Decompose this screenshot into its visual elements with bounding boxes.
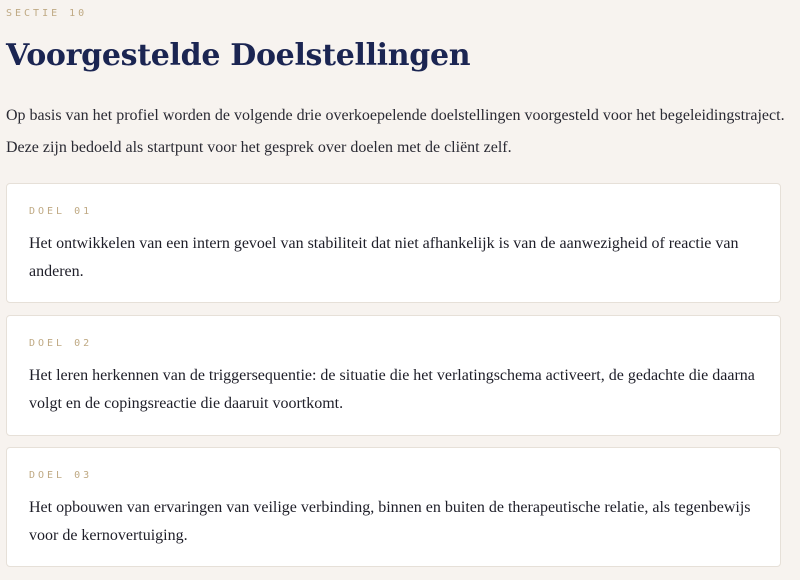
section-label: SECTIE 10 [6, 8, 88, 19]
goal-text: Het ontwikkelen van een intern gevoel van stabiliteit dat niet afhankelijk is van de aanwezigheid of reactie van anderen. [29, 235, 739, 280]
goal-card-02 [6, 315, 781, 436]
intro-paragraph: Op basis van het profiel worden de volgende drie overkoepelende doelstellingen voorgesteld voor het begeleidingstraject. Deze zijn bedoeld als startpunt voor het gesprek over doelen met de cliënt zelf. [6, 107, 785, 156]
goal-text: Het opbouwen van ervaringen van veilige verbinding, binnen en buiten de therapeutische relatie, als tegenbewijs voor de kernovertuiging. [29, 499, 751, 544]
goal-label: DOEL 02 [29, 338, 93, 349]
goal-card-03 [6, 447, 781, 567]
page-title: Voorgestelde Doelstellingen [6, 38, 471, 73]
goal-label: DOEL 01 [29, 206, 93, 217]
goal-text: Het leren herkennen van de triggersequentie: de situatie die het verlatingschema activeert, de gedachte die daarna volgt en de copingsreactie die daaruit voortkomt. [29, 367, 755, 412]
goal-label: DOEL 03 [29, 470, 93, 481]
goal-card-01 [6, 183, 781, 303]
